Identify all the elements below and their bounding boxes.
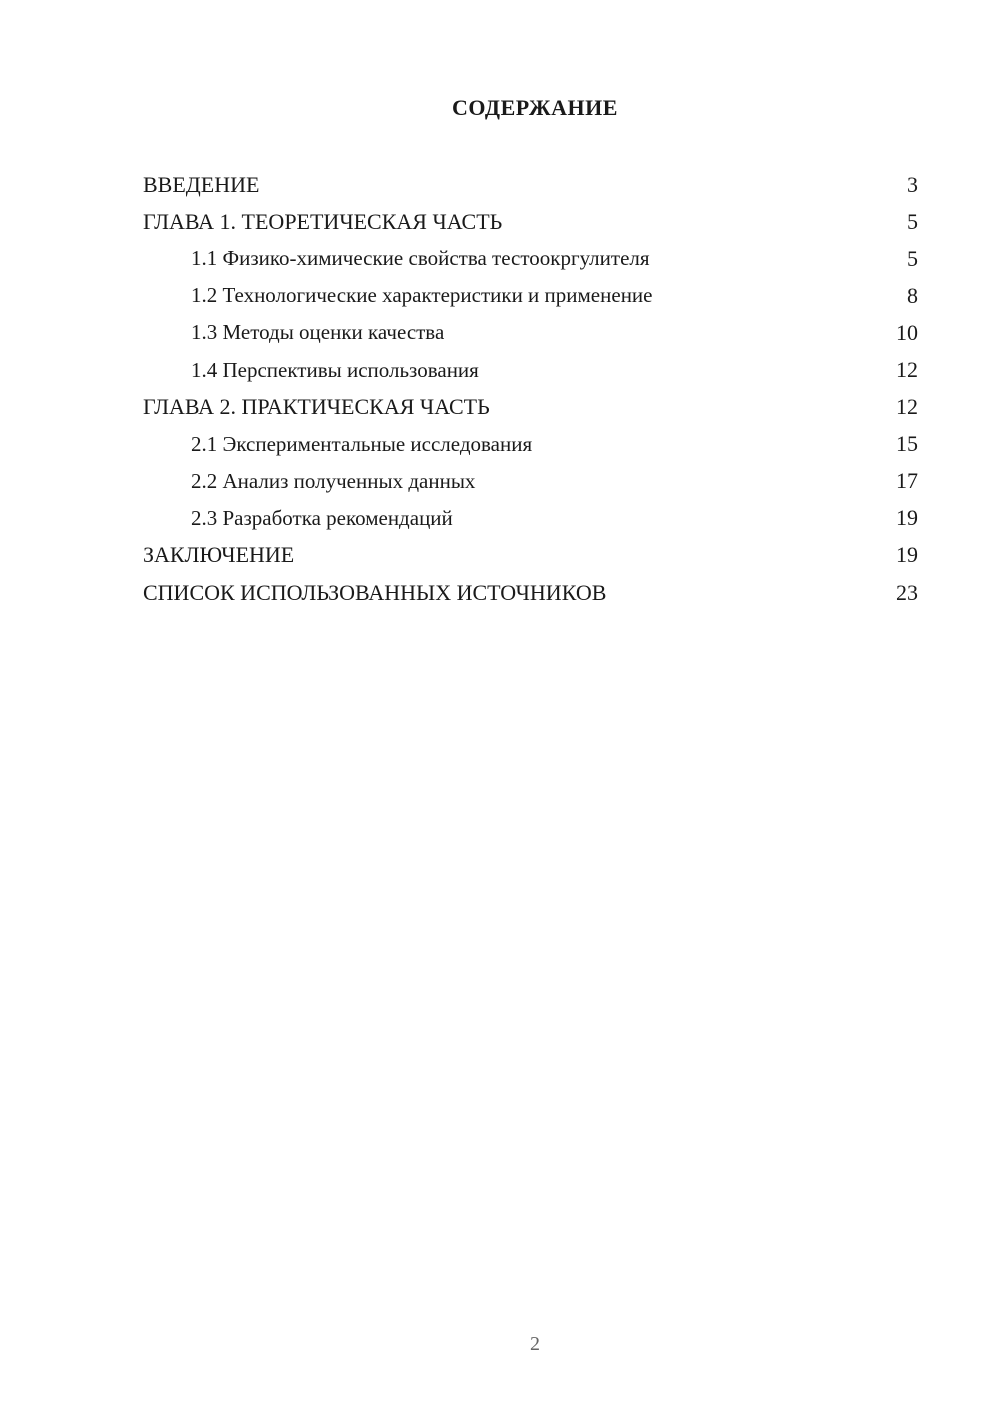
toc-item-references[interactable] [143, 574, 918, 611]
toc-item-page: 12 [896, 357, 918, 383]
toc-item-page: 5 [907, 208, 918, 234]
toc-item-page: 17 [896, 468, 918, 494]
toc-item-page: 23 [896, 579, 918, 605]
toc-item-section-2-2[interactable] [143, 463, 918, 500]
toc-item-label: ГЛАВА 2. ПРАКТИЧЕСКАЯ ЧАСТЬ [143, 394, 490, 420]
toc-item-label: 1.2 Технологические характеристики и применение [191, 283, 653, 308]
toc-item-chapter-2[interactable] [143, 389, 918, 426]
toc-item-label: 2.2 Анализ полученных данных [191, 468, 476, 493]
toc-item-label: 1.4 Перспективы использования [191, 357, 479, 382]
toc-item-label: 1.3 Методы оценки качества [191, 320, 445, 345]
toc-item-section-1-2[interactable] [143, 277, 918, 314]
toc-item-label: ВВЕДЕНИЕ [143, 171, 260, 197]
toc-item-label: ЗАКЛЮЧЕНИЕ [143, 542, 295, 568]
toc-item-label: 1.1 Физико-химические свойства тестоокргулителя [191, 246, 650, 271]
table-of-contents [143, 166, 918, 611]
toc-item-page: 15 [896, 431, 918, 457]
toc-item-label: СПИСОК ИСПОЛЬЗОВАННЫХ ИСТОЧНИКОВ [143, 579, 607, 605]
toc-item-section-2-3[interactable] [143, 500, 918, 537]
toc-item-label: 2.3 Разработка рекомендаций [191, 505, 453, 530]
toc-item-section-1-3[interactable] [143, 314, 918, 351]
toc-item-page: 19 [896, 505, 918, 531]
page-number: 2 [530, 1333, 540, 1355]
toc-item-section-2-1[interactable] [143, 426, 918, 463]
toc-item-page: 3 [907, 171, 918, 197]
toc-item-label: 2.1 Экспериментальные исследования [191, 431, 533, 456]
toc-item-label: ГЛАВА 1. ТЕОРЕТИЧЕСКАЯ ЧАСТЬ [143, 208, 503, 234]
toc-item-page: 12 [896, 394, 918, 420]
toc-item-chapter-1[interactable] [143, 203, 918, 240]
toc-item-page: 19 [896, 542, 918, 568]
toc-item-section-1-1[interactable] [143, 240, 918, 277]
toc-item-conclusion[interactable] [143, 537, 918, 574]
toc-item-page: 5 [907, 245, 918, 271]
page-title: СОДЕРЖАНИЕ [452, 95, 618, 120]
toc-item-page: 8 [907, 282, 918, 308]
toc-item-page: 10 [896, 319, 918, 345]
toc-item-introduction[interactable] [143, 166, 918, 203]
toc-item-section-1-4[interactable] [143, 351, 918, 388]
